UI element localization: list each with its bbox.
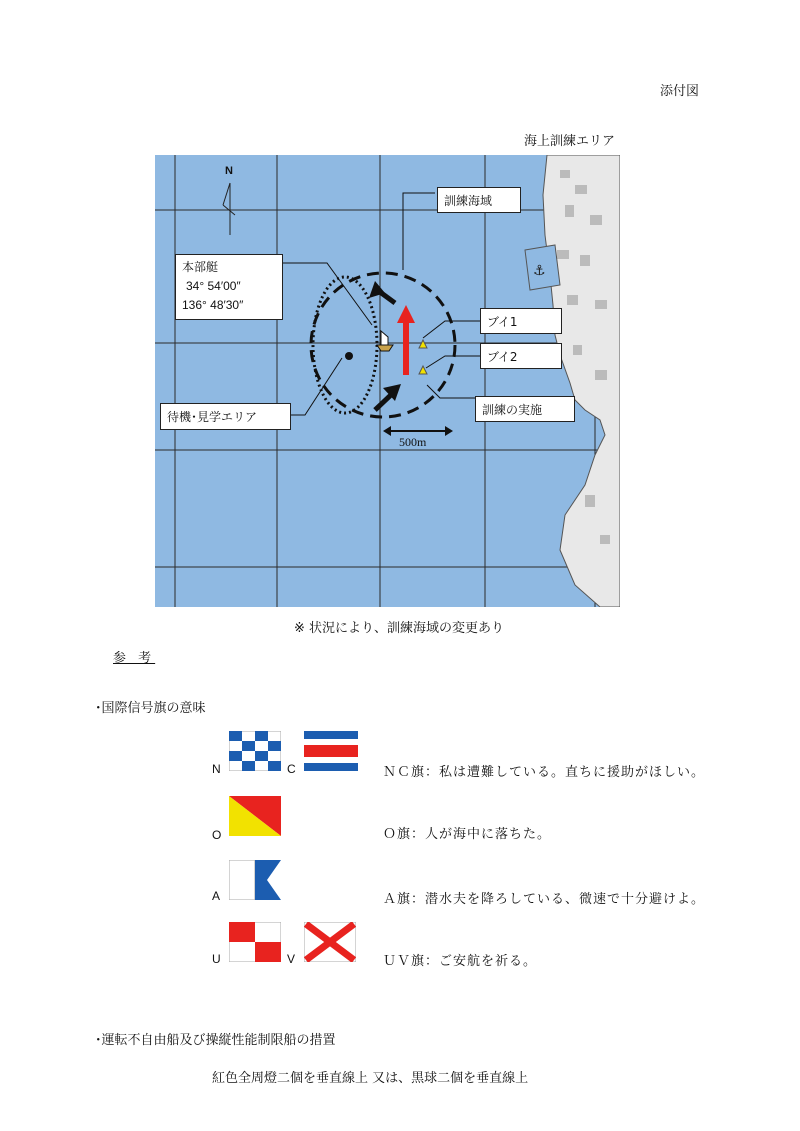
u-flag-icon [229,922,281,962]
flag-letter-o: O [212,828,222,842]
map-note: ※ 状況により、訓練海域の変更あり [294,621,505,636]
scale-label: 500m [399,435,427,449]
a-flag-icon [229,860,281,900]
hq-boat-callout [175,254,283,320]
attachment-label: 添付図 [660,84,700,99]
waiting-area-ellipse [313,277,377,413]
nc-flag-meaning: ＮＣ旗：私は遭難している。直ちに援助がほしい。 [383,765,706,780]
callout-lines [283,193,480,415]
anchor-icon: ⚓ [533,263,546,279]
measures-text: 紅色全周燈二個を垂直線上 又は、黒球二個を垂直線上 [212,1071,529,1086]
uv-flag-meaning: ＵＶ旗：ご安航を祈る。 [383,954,538,969]
waiting-area-label: 待機･見学エリア [160,403,291,430]
flag-letter-v: V [287,952,296,966]
signal-flags-heading: ･国際信号旗の意味 [95,701,206,716]
map-title: 海上訓練エリア [524,134,616,149]
flag-letter-n: N [212,762,221,776]
o-flag-meaning: Ｏ旗：人が海中に落ちた。 [383,827,552,842]
flag-letter-a: A [212,889,221,903]
flag-letter-u: U [212,952,221,966]
hq-boat-title: 本部艇 [182,260,219,274]
v-flag-icon [304,922,356,962]
c-flag-icon [304,731,358,771]
north-label: N [225,165,233,177]
buoy2-icon [419,366,427,374]
hq-boat-icon [377,331,393,351]
n-flag-icon [229,731,281,771]
flag-letter-c: C [287,762,296,776]
buoy2-label: ブイ2 [480,343,562,369]
reference-heading: 参 考 [113,651,156,666]
training-area-label: 訓練海域 [437,187,521,213]
training-exec-label: 訓練の実施 [475,396,575,422]
waiting-area-point [345,352,353,360]
buoy1-label: ブイ1 [480,308,562,334]
buoy1-icon [419,340,427,348]
hq-longitude: 136° 48′30″ [182,298,244,312]
map-graphic [155,155,620,607]
a-flag-meaning: Ａ旗：潜水夫を降ろしている、微速で十分避けよ。 [383,892,706,907]
hq-latitude: 34° 54′00″ [186,279,241,293]
measures-heading: ･運転不自由船及び操縦性能制限船の措置 [95,1033,336,1048]
o-flag-icon [229,796,281,836]
training-area-map [155,155,620,607]
